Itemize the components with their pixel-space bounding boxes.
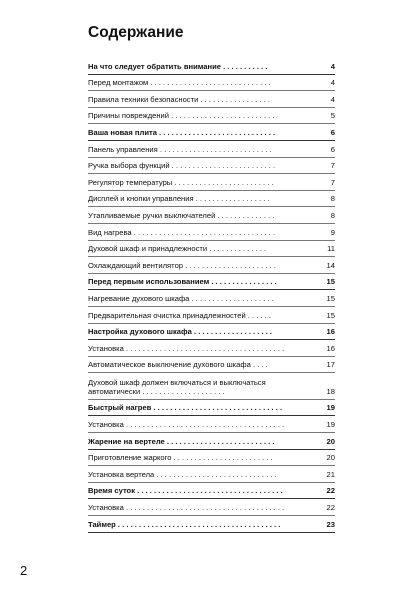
toc-entry-page: 20 [326,436,335,446]
toc-entry-title: Вид нагрева . . . . . . . . . . . . . . . . . . . . . . . . . . . . . . . . . . [88,227,276,237]
toc-entry[interactable] [88,499,335,516]
toc-entry-page: 22 [326,486,335,496]
toc-entry[interactable] [88,290,335,307]
toc-entry-page: 22 [326,502,335,512]
toc-entry-title: Перед монтажом . . . . . . . . . . . . . . . . . . . . . . . . . . . . . [88,78,271,88]
toc-entry-page: 15 [326,293,335,303]
toc-entry[interactable] [88,324,335,341]
toc-entry-page: 17 [326,360,335,370]
toc-entry-title: Установка . . . . . . . . . . . . . . . . . . . . . . . . . . . . . . . . . . . . . . [88,343,285,353]
toc-entry[interactable] [88,483,335,500]
toc-entry-page: 15 [326,277,335,287]
toc-entry-title: Настройка духового шкафа . . . . . . . . . . . . . . . . . . . [88,327,273,337]
toc-entry-title: Установка . . . . . . . . . . . . . . . . . . . . . . . . . . . . . . . . . . . . . . [88,419,285,429]
toc-entry[interactable] [88,224,335,241]
toc-entry[interactable] [88,58,335,75]
toc-entry-title: На что следует обратить внимание . . . . . . . . . . . [88,61,268,71]
toc-entry-title: Духовой шкаф и принадлежности . . . . . . . . . . . . . . [88,244,267,254]
toc-entry-title: Автоматическое выключение духового шкафа . . . . [88,360,268,370]
toc-entry-page: 16 [326,327,335,337]
toc-entry-page: 8 [330,210,335,220]
toc-entry-page: 19 [326,403,335,413]
toc-entry[interactable] [88,241,335,258]
toc-entry-page: 18 [326,386,335,396]
toc-entry[interactable] [88,433,335,450]
toc-entry-title: Причины повреждений . . . . . . . . . . . . . . . . . . . . . . . . . [88,111,275,121]
toc-entry-page: 11 [327,244,335,254]
toc-entry-title: Панель управления . . . . . . . . . . . . . . . . . . . . . . . . . . . [88,144,272,154]
table-of-contents [88,58,335,533]
toc-entry-title: Ваша новая плита . . . . . . . . . . . . . . . . . . . . . . . . . . . . [88,127,276,137]
toc-entry[interactable] [88,274,335,291]
toc-entry[interactable] [88,307,335,324]
toc-entry-page: 21 [326,469,335,479]
toc-entry-page: 7 [330,177,335,187]
page-number: 2 [20,563,28,578]
toc-entry-title: Жарение на вертеле . . . . . . . . . . . . . . . . . . . . . . . . . . [88,436,275,446]
toc-entry-page: 16 [326,343,335,353]
toc-entry-page: 14 [326,260,335,270]
toc-entry-page: 23 [326,519,335,529]
toc-entry-title: Духовой шкаф должен включаться и выключаться автоматически . . . . . . . . . . . . . . . . . . . . [88,377,266,396]
toc-entry-title: Правила техники безопасности . . . . . . . . . . . . . . . . . [88,94,271,104]
toc-entry[interactable] [88,124,335,141]
toc-entry[interactable] [88,158,335,175]
toc-entry[interactable] [88,257,335,274]
toc-entry-title: Быстрый нагрев . . . . . . . . . . . . . . . . . . . . . . . . . . . . . . . [88,403,283,413]
toc-entry[interactable] [88,373,335,400]
toc-entry-title: Дисплей и кнопки управления . . . . . . . . . . . . . . . . . . [88,194,270,204]
toc-entry[interactable] [88,466,335,483]
toc-entry-title: Время суток . . . . . . . . . . . . . . . . . . . . . . . . . . . . . . . . . . . [88,486,283,496]
toc-entry-title: Приготовление жаркого . . . . . . . . . . . . . . . . . . . . . . . . [88,453,273,463]
page-title: Содержание [88,24,184,41]
toc-entry-page: 4 [330,78,335,88]
toc-entry[interactable] [88,75,335,92]
toc-entry[interactable] [88,108,335,125]
toc-entry[interactable] [88,91,335,108]
toc-entry-title: Установка вертела . . . . . . . . . . . . . . . . . . . . . . . . . . . . . [88,469,277,479]
toc-entry-page: 19 [326,419,335,429]
toc-entry-page: 4 [330,94,335,104]
toc-entry[interactable] [88,141,335,158]
toc-entry-page: 20 [326,453,335,463]
toc-entry-page: 7 [330,161,335,171]
toc-entry[interactable] [88,191,335,208]
toc-entry-page: 15 [326,310,335,320]
toc-entry-title: Охлаждающий вентилятор . . . . . . . . . . . . . . . . . . . . . . [88,260,276,270]
toc-entry[interactable] [88,516,335,533]
toc-entry-page: 4 [330,61,335,71]
toc-entry-page: 6 [330,144,335,154]
toc-entry[interactable] [88,174,335,191]
toc-entry-title: Установка . . . . . . . . . . . . . . . . . . . . . . . . . . . . . . . . . . . . . . [88,502,285,512]
toc-entry-title: Нагревание духового шкафа . . . . . . . . . . . . . . . . . . . . [88,293,274,303]
toc-entry-title: Перед первым использованием . . . . . . . . . . . . . . . . [88,277,277,287]
toc-entry-page: 9 [330,227,335,237]
toc-entry-title: Предварительная очистка принадлежностей . . . . . . [88,310,272,320]
toc-entry-title: Ручка выбора функций . . . . . . . . . . . . . . . . . . . . . . . . . [88,161,276,171]
toc-entry[interactable] [88,357,335,374]
toc-entry-title: Таймер . . . . . . . . . . . . . . . . . . . . . . . . . . . . . . . . . . . . . . . [88,519,281,529]
toc-entry-page: 8 [330,194,335,204]
toc-entry-page: 5 [330,111,335,121]
toc-entry[interactable] [88,400,335,417]
toc-entry[interactable] [88,450,335,467]
toc-entry[interactable] [88,340,335,357]
toc-entry-page: 6 [330,127,335,137]
toc-entry-title: Утапливаемые ручки выключателей . . . . . . . . . . . . . . [88,210,275,220]
toc-entry-title: Регулятор температуры . . . . . . . . . . . . . . . . . . . . . . . . [88,177,274,187]
toc-entry[interactable] [88,207,335,224]
toc-entry[interactable] [88,416,335,433]
